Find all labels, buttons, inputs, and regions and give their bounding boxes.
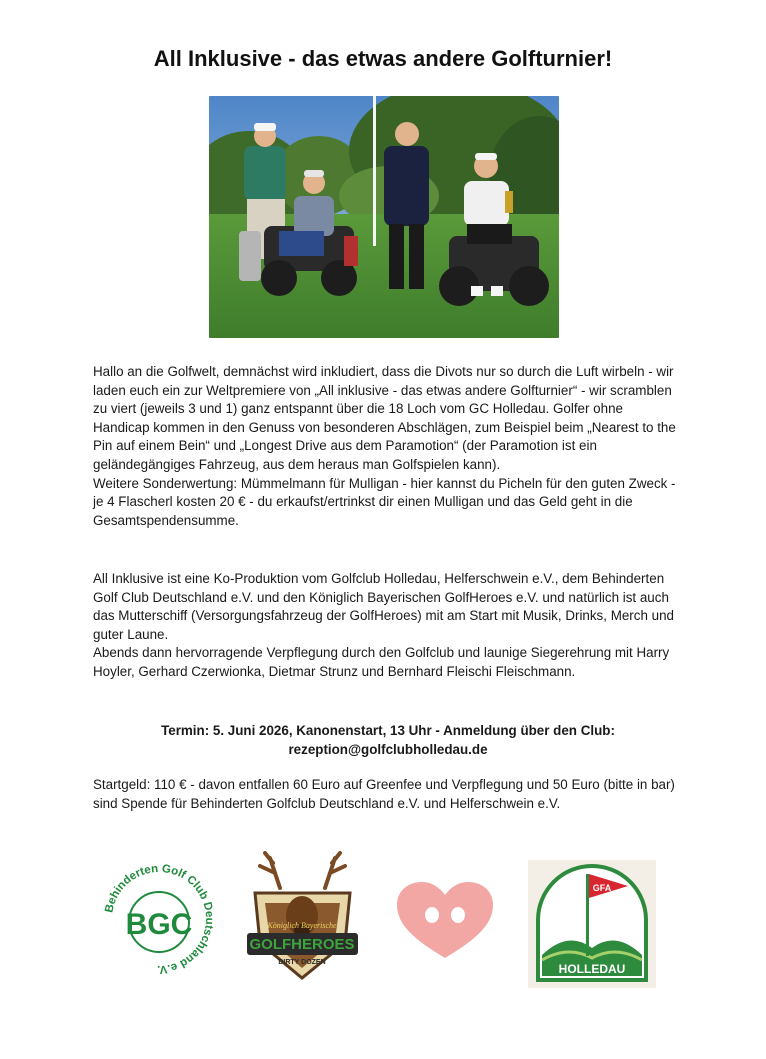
coproduction-text <box>93 570 683 682</box>
bgc-letters: BGC <box>125 908 193 941</box>
intro-text <box>93 363 683 530</box>
holledau-flag-text: GFA <box>592 883 612 893</box>
entry-fee-text: Startgeld: 110 € - davon entfallen 60 Euro auf Greenfee und Verpflegung und 50 Euro (bitte in bar) sind Spende für Behinderten Golfclub Deutschland e.V. und Helferschwein e.V. <box>93 777 675 811</box>
coproduction-paragraph-2: Abends dann hervorragende Verpflegung durch den Golfclub und launige Siegerehrung mit Harry Hoyler, Gerhard Czerwionka, Dietmar Strunz und Bernhard Fleischi Fleischmann. <box>93 645 670 679</box>
golfheroes-banner-text: Königlich Bayerische <box>267 921 337 930</box>
helferschwein-logo <box>395 880 495 960</box>
event-info <box>93 721 683 759</box>
bgc-ring-text: Behinderten Golf Club Deutschland e.V. <box>103 862 216 976</box>
coproduction-paragraph-1: All Inklusive ist eine Ko-Produktion vom Golfclub Holledau, Helferschwein e.V., dem Behinderten Golf Club Deutschland e.V. und den Königlich Bayerischen GolfHeroes e.V. und natürlich ist auch das Mutterschiff (Versorgungsfahrzeug der GolfHeroes) mit am Start mit Musik, Drinks, Merch und guter Laune. <box>93 571 674 642</box>
event-photo <box>209 96 559 338</box>
holledau-logo <box>528 860 656 988</box>
page-title: All Inklusive - das etwas andere Golfturnier! <box>153 46 613 71</box>
golfheroes-logo <box>245 848 360 983</box>
intro-paragraph-1: Hallo an die Golfwelt, demnächst wird inkludiert, dass die Divots nur so durch die Luft wirbeln - wir laden euch ein zur Weltpremiere von „All inklusive - das etwas andere Golfturnier“ - wir scramblen zu viert (jeweils 3 und 1) ganz entspannt über die 18 Loch vom GC Holledau. Golfer ohne Handicap kommen in den Genuss von besonderen Abschlägen, zum Beispiel beim „Nearest to the Pin auf einem Bein“ und „Longest Drive aus dem Paramotion“ (der Paramotion ist ein geländegängiges Fahrzeug, aus dem heraus man Golfspielen kann). <box>93 364 676 472</box>
golfers-photo-illustration <box>209 96 559 338</box>
intro-paragraph-2: Weitere Sonderwertung: Mümmelmann für Mulligan - hier kannst du Picheln für den guten Zweck - je 4 Flascherl kosten 20 € - du erkaufst/ertrinkst dir einen Mulligan und das Geld geht in die Gesamtspendensumme. <box>93 475 676 528</box>
registration-email-link[interactable]: rezeption@golfclubholledau.de <box>288 742 488 757</box>
event-date-line: Termin: 5. Juni 2026, Kanonenstart, 13 Uhr - Anmeldung über den Club: <box>161 723 615 738</box>
holledau-name: HOLLEDAU <box>558 962 626 976</box>
golfheroes-tagline: DIRTY DOZEN <box>278 959 326 966</box>
golfheroes-name: GOLFHEROES <box>249 936 355 953</box>
bgc-logo <box>100 860 218 978</box>
